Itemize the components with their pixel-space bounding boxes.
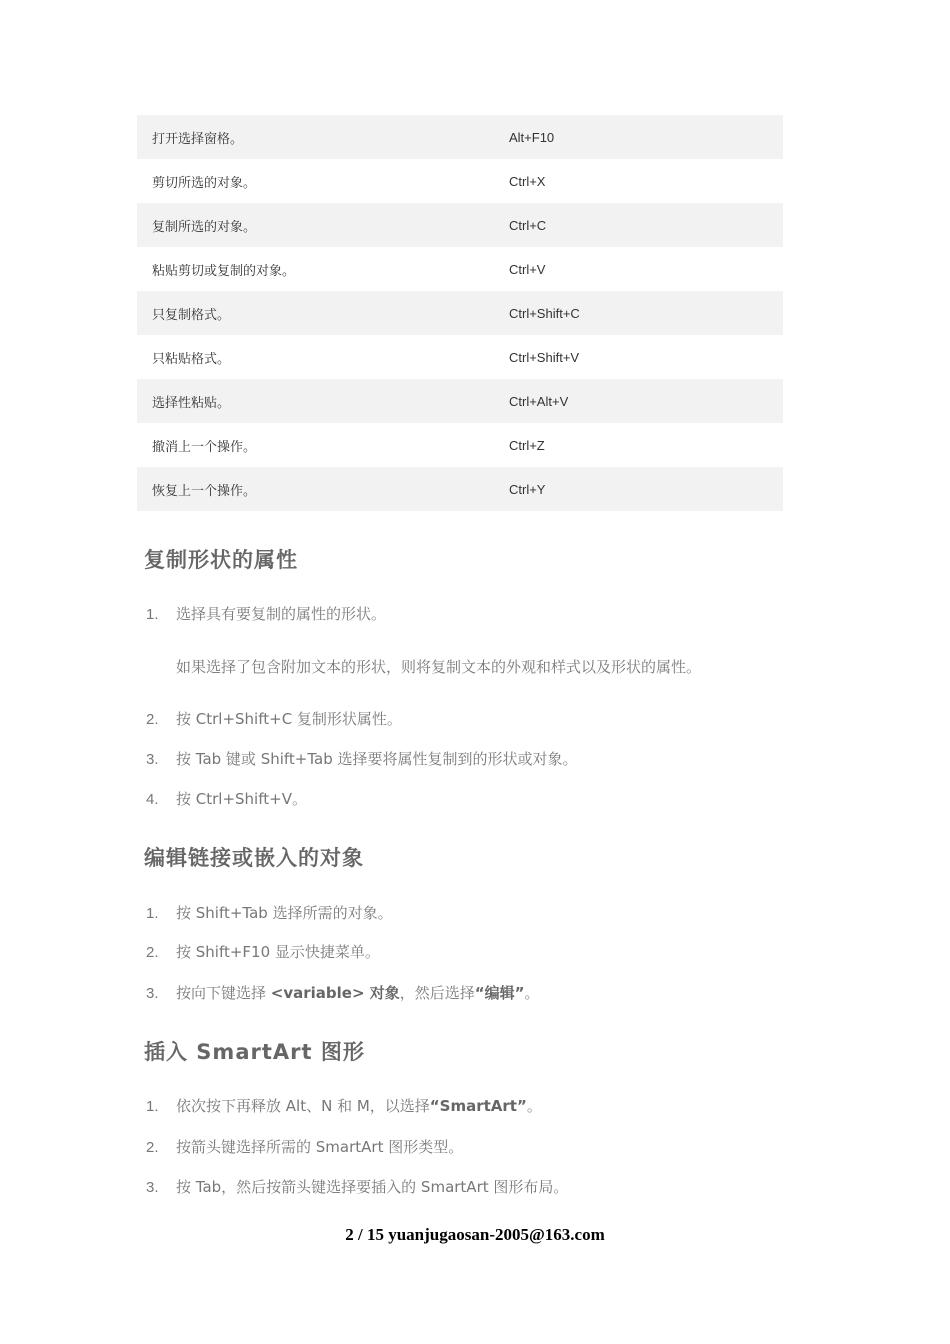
step-number: 3. — [146, 1179, 159, 1196]
table-row — [137, 203, 783, 247]
table-row — [137, 423, 783, 467]
step-text: 按 Ctrl+Shift+V。 — [176, 790, 307, 808]
section-heading-copy-shape-properties: 复制形状的属性 — [144, 548, 298, 572]
step-text: 按 Shift+F10 显示快捷菜单。 — [176, 943, 380, 961]
page-footer: 2 / 15 yuanjugaosan-2005@163.com — [345, 1225, 605, 1244]
step-number: 2. — [146, 711, 159, 728]
shortcut-keys: Ctrl+Y — [509, 481, 546, 497]
table-row — [137, 335, 783, 379]
step-number: 1. — [146, 905, 159, 922]
list-item — [146, 603, 386, 624]
table-row — [137, 291, 783, 335]
step-number: 2. — [146, 1139, 159, 1156]
step-bold-object: <variable> 对象 — [270, 984, 400, 1002]
shortcut-action: 复制所选的对象。 — [152, 219, 257, 235]
step-text-mid: ，然后选择 — [399, 984, 475, 1002]
step-text: 按箭头键选择所需的 SmartArt 图形类型。 — [176, 1138, 464, 1156]
shortcut-keys: Ctrl+Z — [509, 437, 545, 453]
step-text-post: 。 — [526, 1097, 542, 1115]
step-text-pre: 依次按下再释放 Alt、N 和 M，以选择 — [176, 1097, 430, 1115]
step-text: 按 Tab，然后按箭头键选择要插入的 SmartArt 图形布局。 — [176, 1178, 569, 1196]
table-row — [137, 159, 783, 203]
step-number: 4. — [146, 791, 159, 808]
list-item — [146, 941, 380, 962]
step-number: 1. — [146, 1098, 159, 1115]
list-item — [146, 748, 578, 769]
section-heading-edit-linked-object: 编辑链接或嵌入的对象 — [144, 846, 364, 870]
section-heading-insert-smartart: 插入 SmartArt 图形 — [144, 1040, 365, 1064]
shortcut-action: 只复制格式。 — [152, 307, 231, 323]
table-row — [137, 247, 783, 291]
step-text: 按 Ctrl+Shift+C 复制形状属性。 — [176, 710, 402, 728]
shortcut-keys: Ctrl+C — [509, 217, 547, 233]
step-number: 2. — [146, 944, 159, 961]
step-bold-smartart: “SmartArt” — [429, 1097, 527, 1115]
step-text: 选择具有要复制的属性的形状。 — [176, 605, 387, 623]
shortcut-action: 粘贴剪切或复制的对象。 — [152, 263, 296, 279]
shortcut-action: 选择性粘贴。 — [152, 395, 231, 411]
list-item — [146, 982, 540, 1003]
step-number: 3. — [146, 751, 159, 768]
list-item — [146, 1136, 463, 1157]
list-item — [146, 902, 393, 923]
step-text: 按 Shift+Tab 选择所需的对象。 — [176, 904, 393, 922]
step-text-post: 。 — [524, 984, 540, 1002]
step-text-pre: 按向下键选择 — [176, 984, 271, 1002]
shortcut-action: 打开选择窗格。 — [152, 131, 244, 147]
shortcut-keys: Ctrl+V — [509, 261, 546, 277]
list-item — [146, 788, 307, 809]
shortcut-action: 剪切所选的对象。 — [152, 175, 257, 191]
step-number: 1. — [146, 606, 159, 623]
shortcut-keys: Ctrl+Shift+C — [509, 305, 580, 321]
shortcut-table — [137, 115, 783, 511]
table-row — [137, 379, 783, 423]
step-note: 如果选择了包含附加文本的形状，则将复制文本的外观和样式以及形状的属性。 — [176, 658, 702, 676]
list-item — [146, 1095, 542, 1116]
step-bold-edit: “编辑” — [474, 984, 525, 1002]
shortcut-action: 只粘贴格式。 — [152, 351, 231, 367]
table-row — [137, 467, 783, 511]
list-item — [146, 1176, 568, 1197]
shortcut-action: 撤消上一个操作。 — [152, 439, 257, 455]
table-row — [137, 115, 783, 159]
shortcut-keys: Ctrl+Shift+V — [509, 349, 580, 365]
step-text: 按 Tab 键或 Shift+Tab 选择要将属性复制到的形状或对象。 — [176, 750, 578, 768]
shortcut-keys: Alt+F10 — [509, 129, 555, 145]
shortcut-keys: Ctrl+Alt+V — [509, 393, 569, 409]
step-number: 3. — [146, 985, 159, 1002]
shortcut-action: 恢复上一个操作。 — [152, 483, 257, 499]
list-item — [146, 708, 402, 729]
shortcut-keys: Ctrl+X — [509, 173, 546, 189]
